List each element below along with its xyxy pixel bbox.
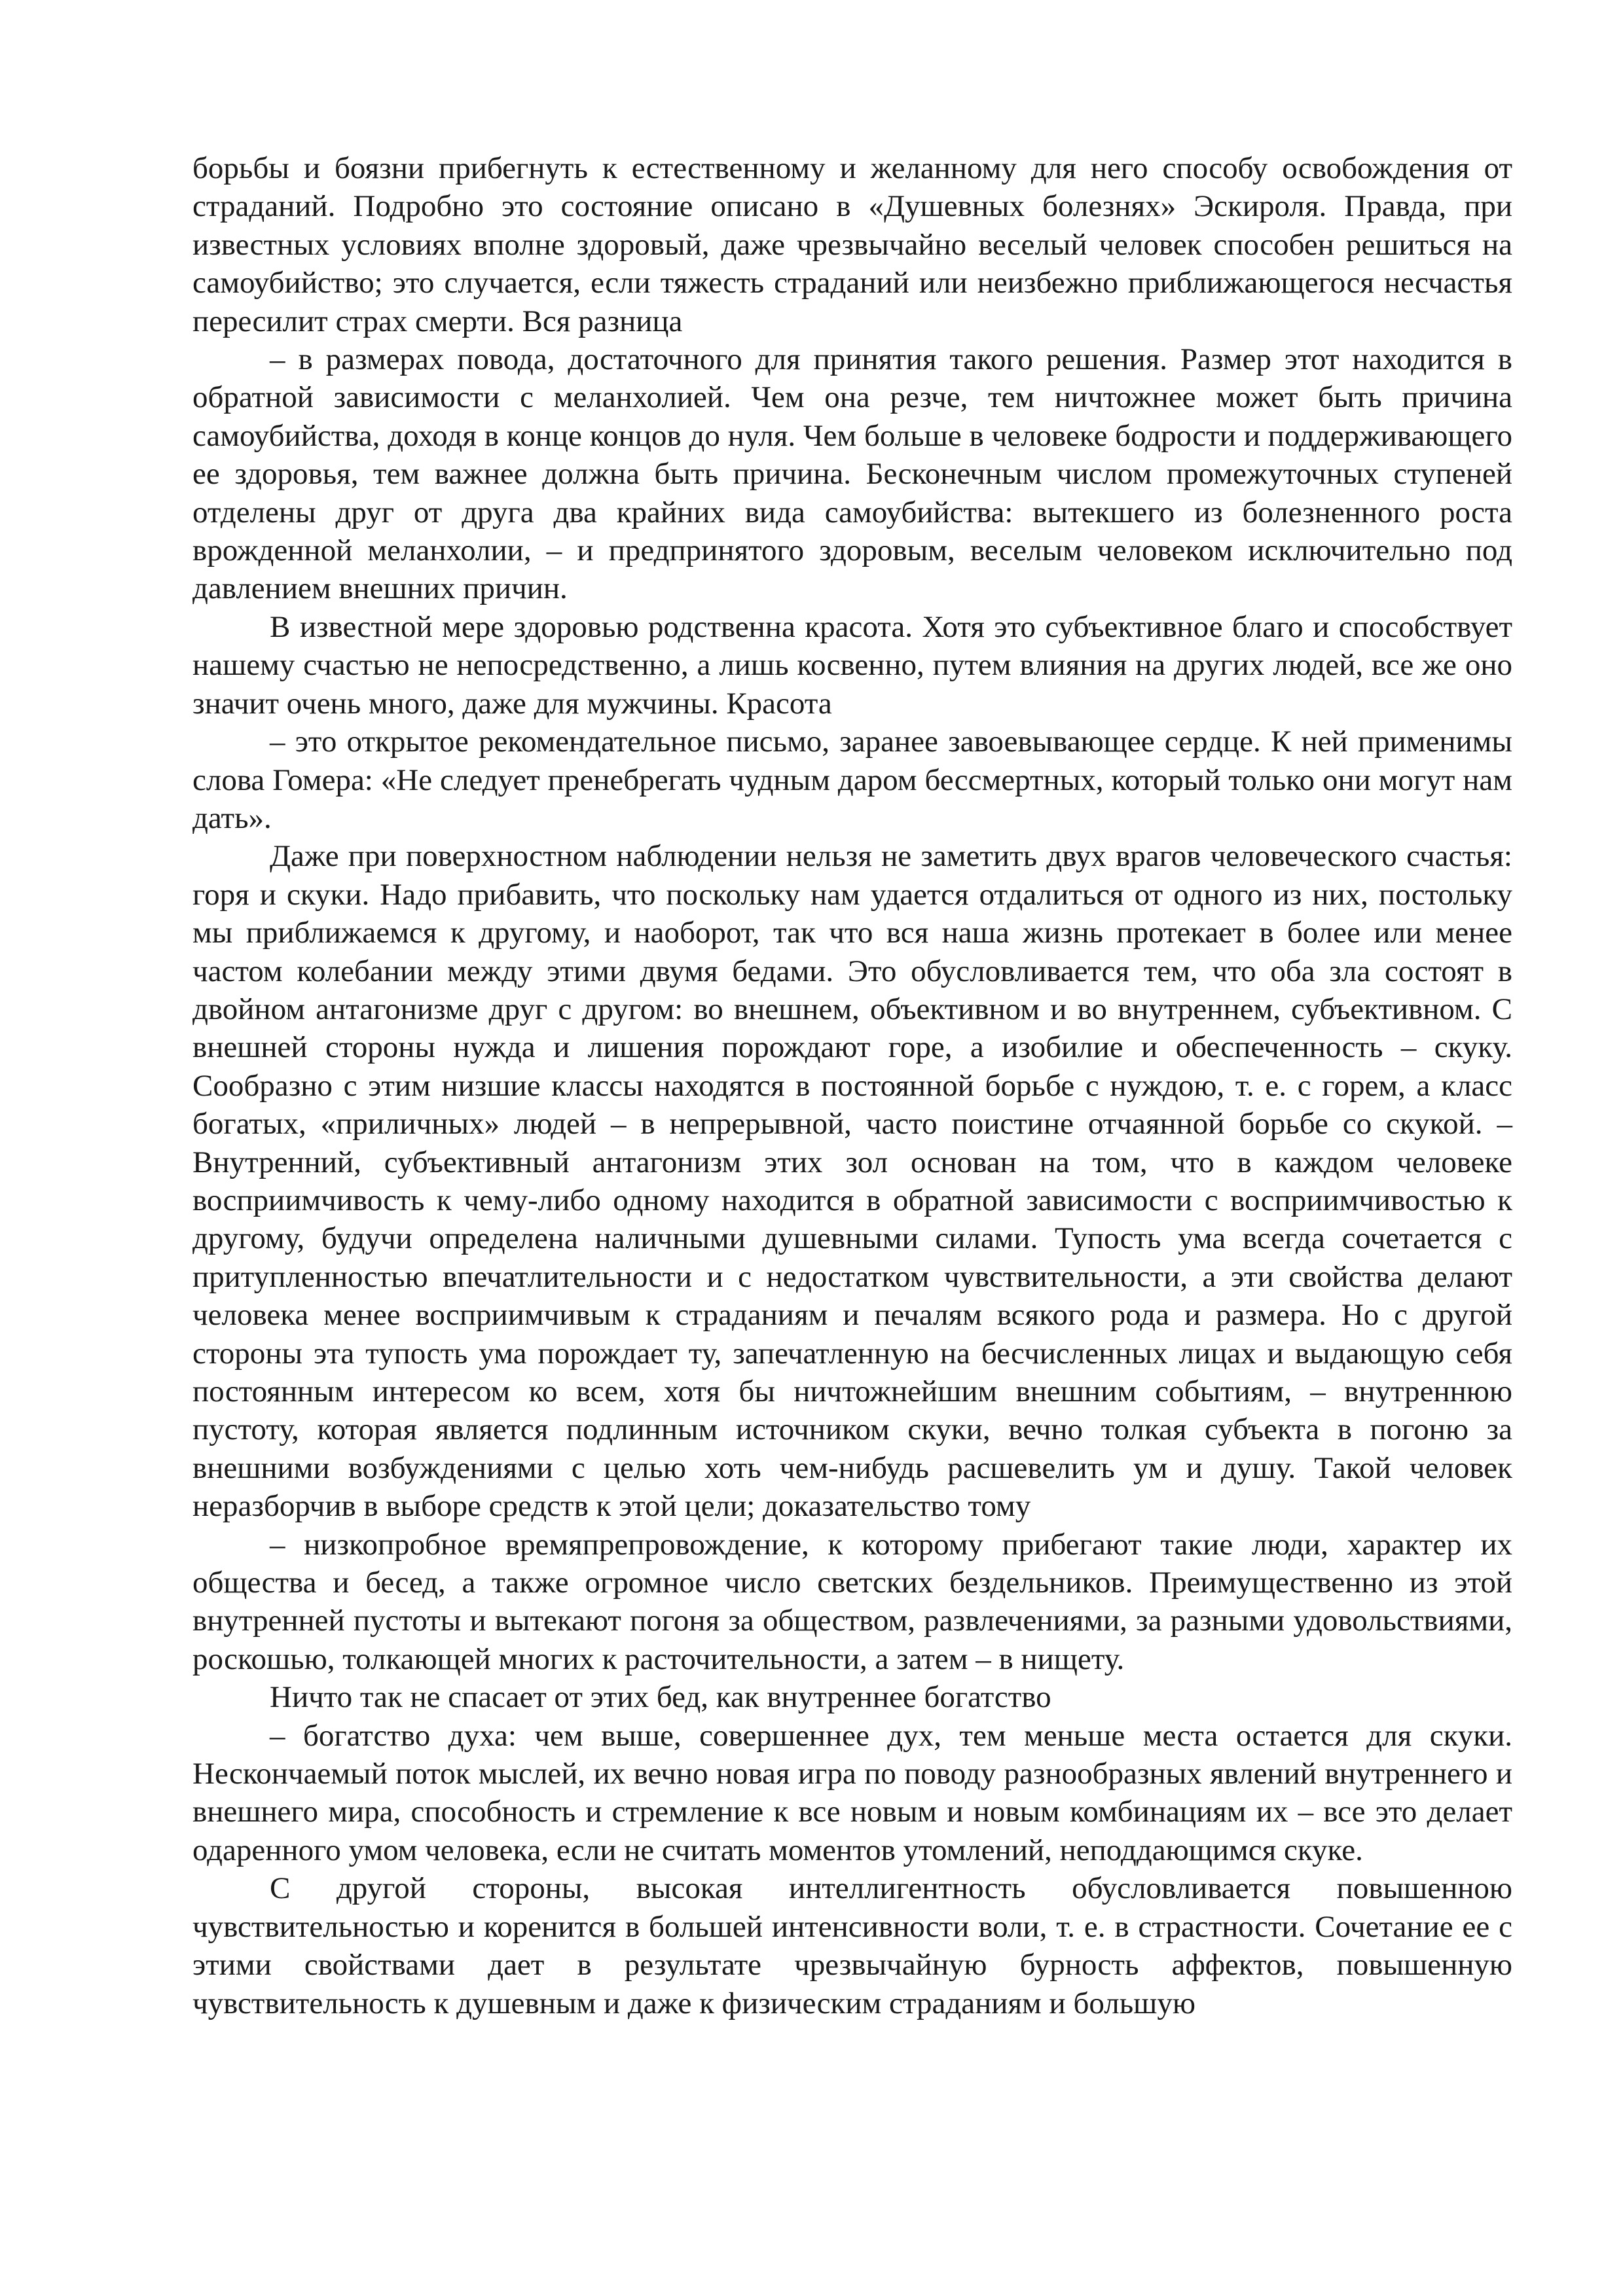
paragraph-7: Ничто так не спасает от этих бед, как внутреннее богатство xyxy=(270,1680,1051,1715)
paragraph-3: В известной мере здоровью родственна красота. Хотя это субъективное благо и способствует нашему счастью не непосредственно, а лишь косвенно, путем влияния на других людей, все же оно значит очень много, даже для мужчины. Красота xyxy=(192,609,1512,721)
document-page xyxy=(192,149,1512,2022)
paragraph-1: борьбы и боязни прибегнуть к естественному и желанному для него способу освобождения от страданий. Подробно это состояние описано в «Душевных болезнях» Эскироля. Правда, при известных условиях вполне здоровый, даже чрезвычайно веселый человек способен решиться на самоубийство; это случается, если тяжесть страданий или неизбежно приближающегося несчастья пересилит страх смерти. Вся разница xyxy=(192,151,1512,338)
paragraph-2: – в размерах повода, достаточного для принятия такого решения. Размер этот находится в обратной зависимости с меланхолией. Чем она резче, тем ничтожнее может быть причина самоубийства, доходя в конце концов до нуля. Чем больше в человеке бодрости и поддерживающего ее здоровья, тем важнее должна быть причина. Бесконечным числом промежуточных ступеней отделены друг от друга два крайних вида самоубийства: вытекшего из болезненного роста врожденной меланхолии, – и предпринятого здоровым, веселым человеком исключительно под давлением внешних причин. xyxy=(192,342,1512,606)
paragraph-8: – богатство духа: чем выше, совершеннее дух, тем меньше места остается для скуки. Нескончаемый поток мыслей, их вечно новая игра по поводу разнообразных явлений внутреннего и внешнего мира, способность и стремление к все новым и новым комбинациям их – все это делает одаренного умом человека, если не считать моментов утомлений, неподдающимся скуке. xyxy=(192,1718,1512,1867)
paragraph-5: Даже при поверхностном наблюдении нельзя не заметить двух врагов человеческого счастья: горя и скуки. Надо прибавить, что поскольку нам удается отдалиться от одного из них, постольку мы приближаемся к другому, и наоборот, так что вся наша жизнь протекает в более или менее частом колебании между этими двумя бедами. Это обусловливается тем, что оба зла состоят в двойном антагонизме друг с другом: во внешнем, объективном и во внутреннем, субъективном. С внешней стороны нужда и лишения порождают горе, а изобилие и обеспеченность – скуку. Сообразно с этим низшие классы находятся в постоянной борьбе с нуждою, т. е. с горем, а класс богатых, «приличных» людей – в непрерывной, часто поистине отчаянной борьбе со скукой. – Внутренний, субъективный антагонизм этих зол основан на том, что в каждом человеке восприимчивость к чему-либо одному находится в обратной зависимости с восприимчивостью к другому, будучи определена наличными душевными силами. Тупость ума всегда сочетается с притупленностью впечатлительности и с недостатком чувствительности, а эти свойства делают человека менее восприимчивым к страданиям и печалям всякого рода и размера. Но с другой стороны эта тупость ума порождает ту, запечатленную на бесчисленных лицах и выдающую себя постоянным интересом ко всем, хотя бы ничтожнейшим внешним событиям, – внутреннюю пустоту, которая является подлинным источником скуки, вечно толкая субъекта в погоню за внешними возбуждениями с целью хоть чем-нибудь расшевелить ум и душу. Такой человек неразборчив в выборе средств к этой цели; доказательство тому xyxy=(192,839,1512,1524)
paragraph-4: – это открытое рекомендательное письмо, заранее завоевывающее сердце. К ней применимы слова Гомера: «Не следует пренебрегать чудным даром бессмертных, который только они могут нам дать». xyxy=(192,725,1512,835)
paragraph-9: С другой стороны, высокая интеллигентность обусловливается повышенною чувствительностью и коренится в большей интенсивности воли, т. е. в страстности. Сочетание ее с этими свойствами дает в результате чрезвычайную бурность аффектов, повышенную чувствительность к душевным и даже к физическим страданиям и большую xyxy=(192,1871,1512,2020)
paragraph-6: – низкопробное времяпрепровождение, к которому прибегают такие люди, характер их общества и бесед, а также огромное число светских бездельников. Преимущественно из этой внутренней пустоты и вытекают погоня за обществом, развлечениями, за разными удовольствиями, роскошью, толкающей многих к расточительности, а затем – в нищету. xyxy=(192,1527,1512,1676)
